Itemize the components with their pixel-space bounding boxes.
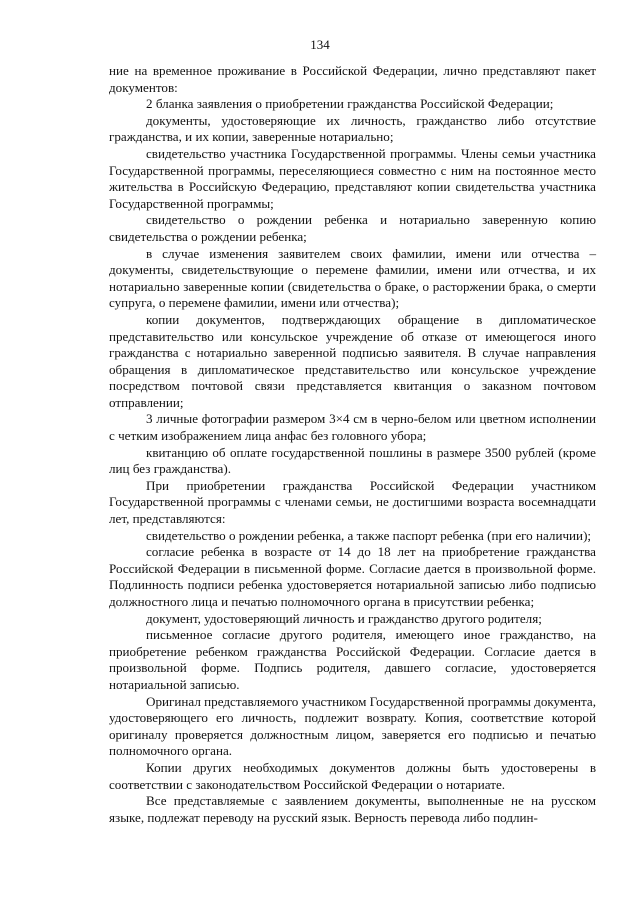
list-item-photographs: 3 личные фотографии размером 3×4 см в черно-белом или цветном исполнении с четким изображением лица анфас без головного убора; xyxy=(109,411,596,444)
paragraph-copies-certification: Копии других необходимых документов должны быть удостоверены в соответствии с законодательством Российской Федерации о нотариате. xyxy=(109,759,596,792)
list-item-identity-documents: документы, удостоверяющие их личность, гражданство либо отсутствие гражданства, и их копии, заверенные нотариально; xyxy=(109,112,596,145)
paragraph-family-members-intro: При приобретении гражданства Российской Федерации участником Государственной программы с членами семьи, не достигшими возраста восемнадцати лет, представляются: xyxy=(109,477,596,527)
list-item-fee-receipt: квитанцию об оплате государственной пошлины в размере 3500 рублей (кроме лиц без гражданства). xyxy=(109,444,596,477)
page-body xyxy=(109,63,596,826)
list-item-application-forms: 2 бланка заявления о приобретении гражданства Российской Федерации; xyxy=(146,96,554,112)
paragraph-original-document-return: Оригинал представляемого участником Государственной программы документа, удостоверяющего его личность, подлежит возврату. Копия, соответствие которой оригиналу проверяется должностным лицом, заверяется его подписью и печатью полномочного органа. xyxy=(109,693,596,759)
list-item-other-parent-consent: письменное согласие другого родителя, имеющего иное гражданство, на приобретение ребенком гражданства Российской Федерации. Согласие дается в произвольной форме. Подпись родителя, давшего согласие, удостоверяется нотариальной записью. xyxy=(109,627,596,692)
list-item-other-parent-id: документ, удостоверяющий личность и гражданство другого родителя; xyxy=(146,610,542,626)
list-item-renunciation-documents: копии документов, подтверждающих обращение в дипломатическое представительство или консульское учреждение об отказе от имеющегося иного гражданства с нотариально заверенной подписью заявителя. В случае направления обращения в дипломатическое представительство или консульское учреждение посредством почтовой связи представляется квитанция о заказном почтовом отправлении; xyxy=(109,311,596,410)
paragraph-translation-requirement: Все представляемые с заявлением документы, выполненные не на русском языке, подлежат переводу на русский язык. Верность перевода либо подлин- xyxy=(109,793,596,825)
list-item-child-birth-certificate: свидетельство о рождении ребенка, а также паспорт ребенка (при его наличии); xyxy=(146,527,592,543)
paragraph-continuation: ние на временное проживание в Российской Федерации, лично представляют пакет документов: xyxy=(109,63,596,95)
list-item-child-consent: согласие ребенка в возрасте от 14 до 18 лет на приобретение гражданства Российской Федерации в письменной форме. Согласие дается в произвольной форме. Подлинность подписи ребенка удостоверяется нотариальной записью либо подписью должностного лица и печатью полномочного органа в присутствии ребенка; xyxy=(109,544,596,609)
list-item-program-certificate: свидетельство участника Государственной программы. Члены семьи участника Государственной программы, переселяющиеся совместно с ним на постоянное место жительства в Российскую Федерацию, представляют копии свидетельства участника Государственной программы; xyxy=(109,145,596,211)
page-number: 134 xyxy=(310,37,330,52)
list-item-name-change-documents: в случае изменения заявителем своих фамилии, имени или отчества – документы, свидетельствующие о перемене фамилии, имени или отчества, и их нотариально заверенные копии (свидетельства о браке, о расторжении брака, о смерти супруга, о перемене фамилии, имени или отчества); xyxy=(109,245,596,311)
list-item-birth-certificate: свидетельство о рождении ребенка и нотариально заверенную копию свидетельства о рождении ребенка; xyxy=(109,212,596,244)
